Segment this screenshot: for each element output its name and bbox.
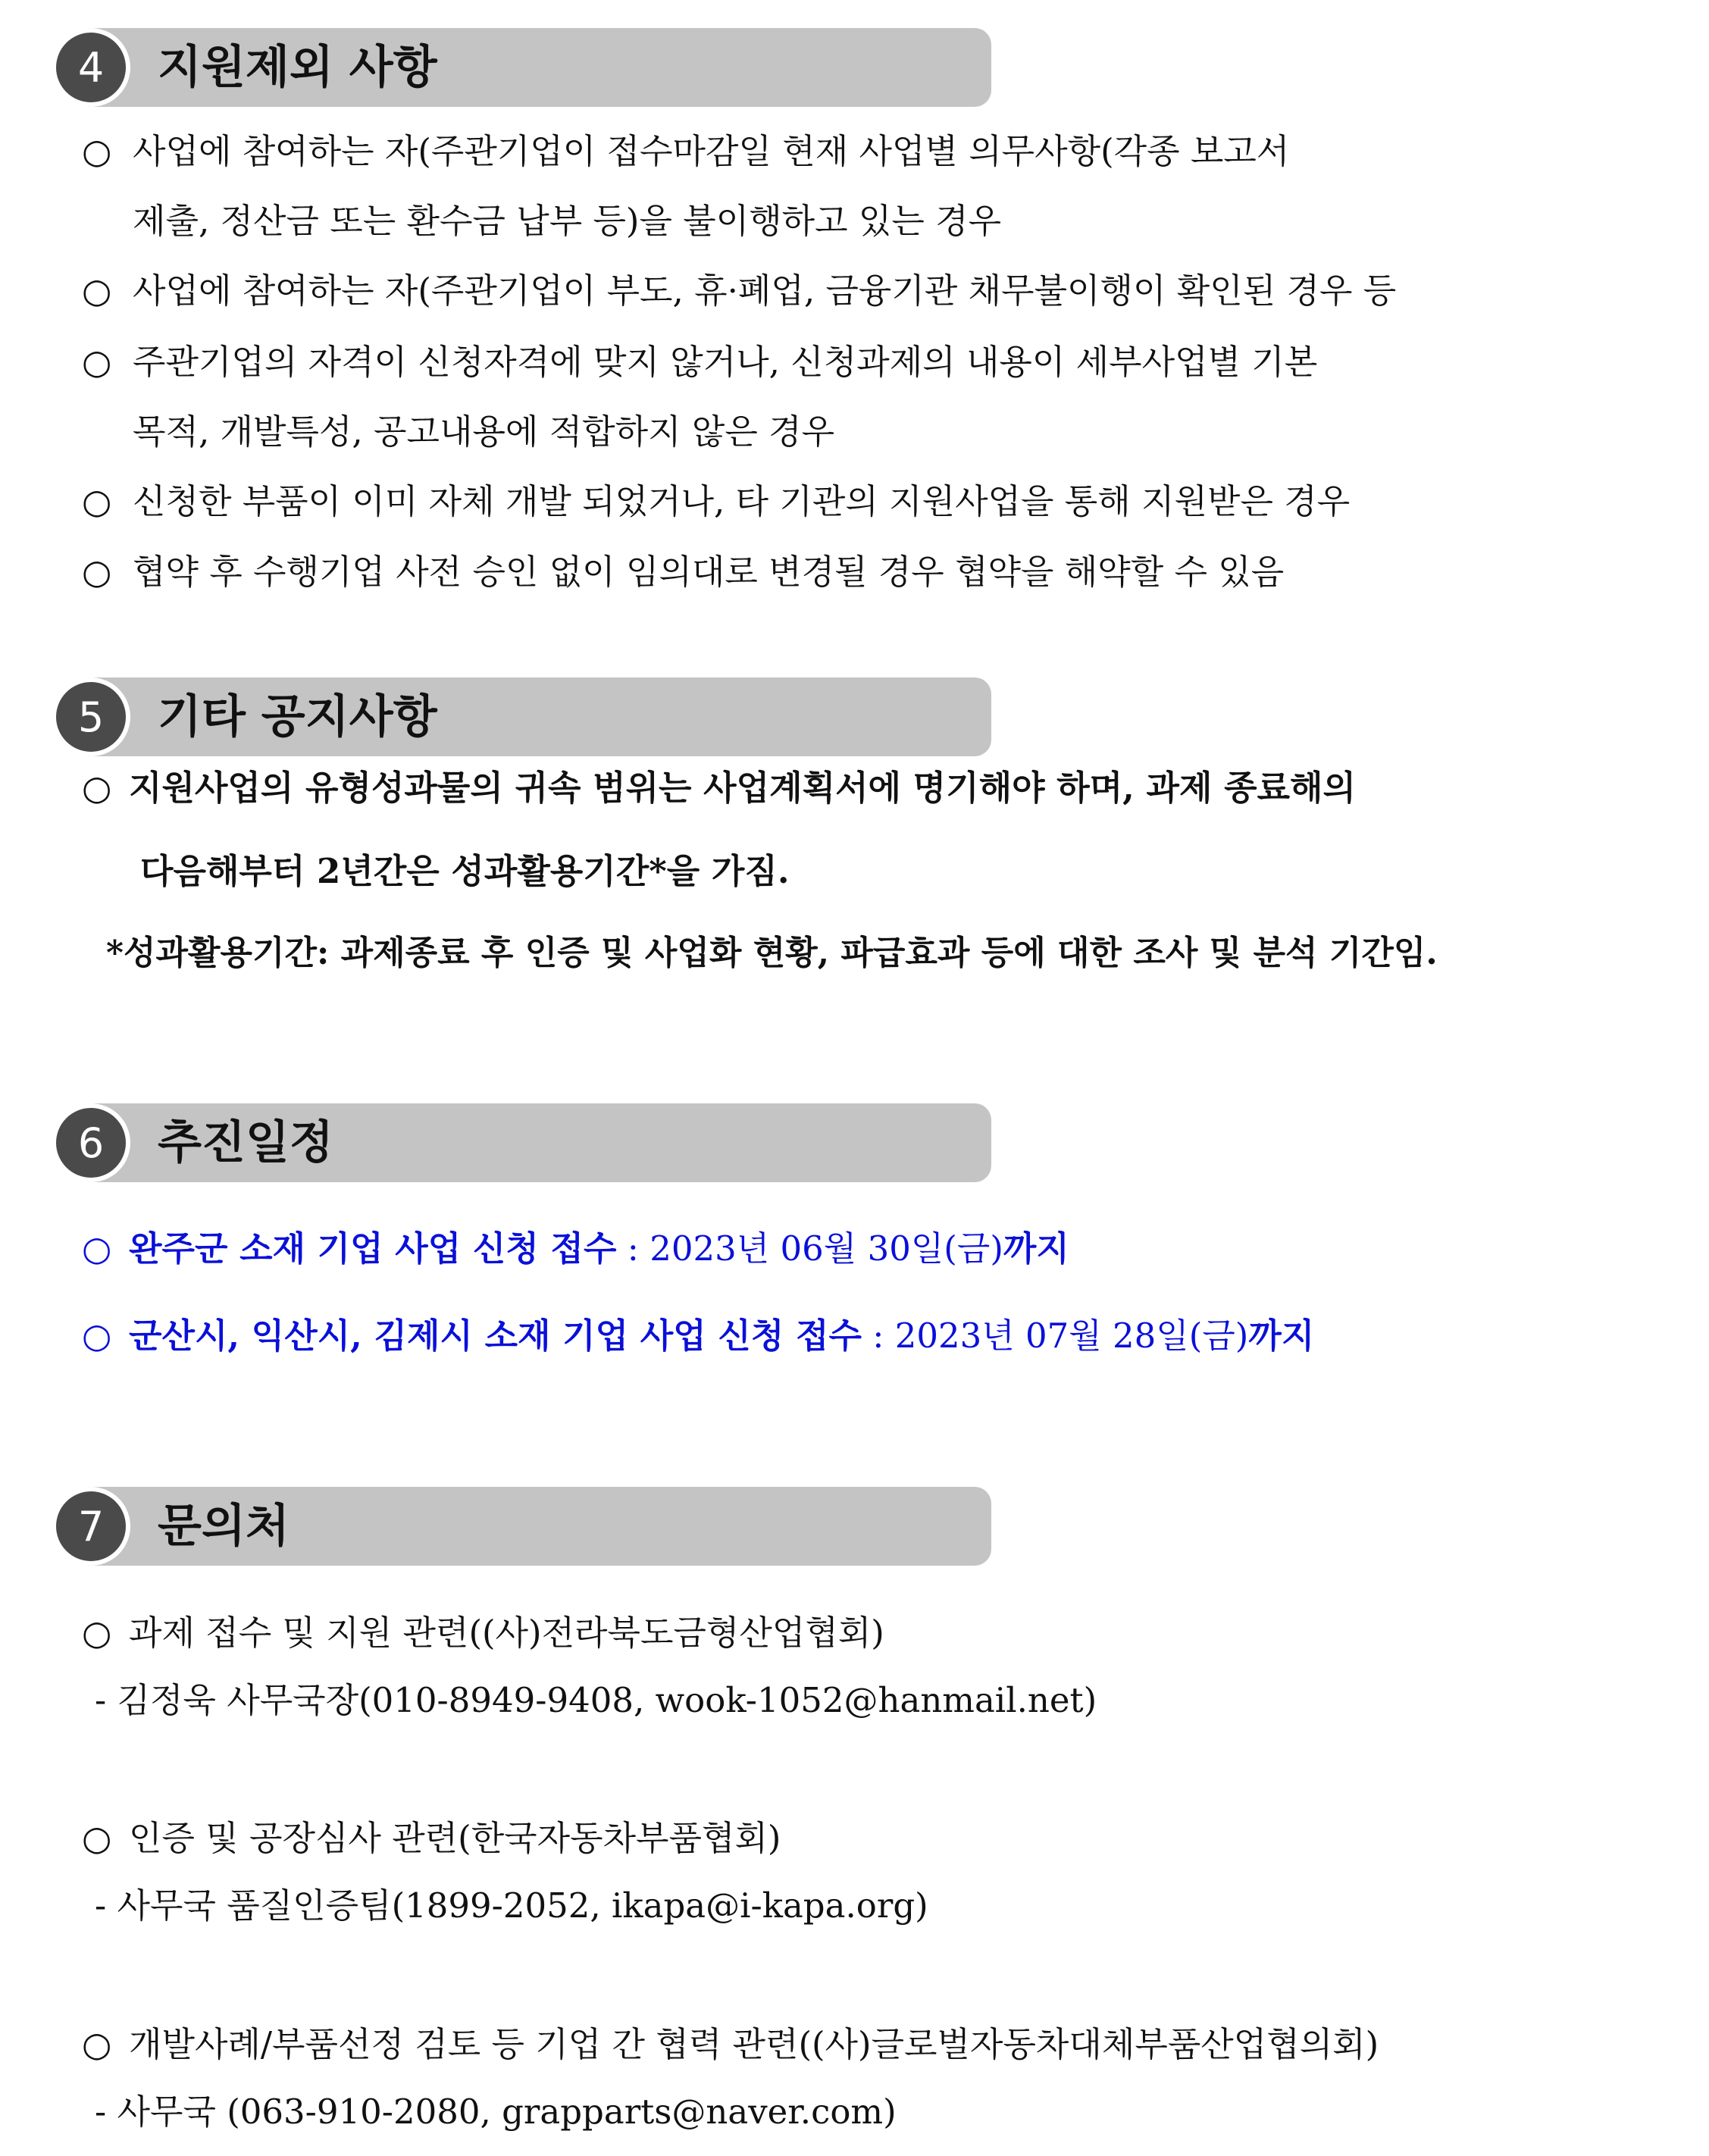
section-title: 기타 공지사항 — [158, 690, 437, 743]
schedule-label: 완주군 소재 기업 사업 신청 접수 — [129, 1228, 617, 1269]
section-header-7 — [52, 1487, 991, 1566]
schedule-separator: : — [861, 1316, 895, 1356]
list-item: 사업에 참여하는 자(주관기업이 부도, 휴·폐업, 금융기관 채무불이행이 확인된 경우 등 — [133, 271, 1397, 311]
list-item: 지원사업의 유형성과물의 귀속 범위는 사업계획서에 명기해야 하며, 과제 종료해의 — [129, 768, 1356, 808]
contact-topic: 개발사례/부품선정 검토 등 기업 간 협력 관련((사)글로벌자동차대체부품산업협의회) — [129, 2024, 1379, 2064]
contact-detail: - 김정욱 사무국장(010-8949-9408, wook-1052@hanmail.net) — [95, 1680, 1097, 1720]
contact-topic: 과제 접수 및 지원 관련((사)전라북도금형산업협회) — [129, 1613, 884, 1653]
bullet-icon: ○ — [82, 1228, 112, 1269]
list-item-continuation: 제출, 정산금 또는 환수금 납부 등)을 불이행하고 있는 경우 — [133, 201, 1002, 241]
schedule-suffix: 까지 — [1003, 1228, 1069, 1269]
section-number-badge: 4 — [52, 28, 130, 107]
contact-topic: 인증 및 공장심사 관련(한국자동차부품협회) — [129, 1818, 781, 1858]
bullet-icon: ○ — [82, 552, 112, 592]
list-item-continuation: 목적, 개발특성, 공고내용에 적합하지 않은 경우 — [133, 411, 835, 452]
bullet-icon: ○ — [82, 342, 112, 382]
bullet-icon: ○ — [82, 271, 112, 311]
schedule-suffix: 까지 — [1248, 1316, 1315, 1356]
schedule-label: 군산시, 익산시, 김제시 소재 기업 사업 신청 접수 — [129, 1316, 862, 1356]
footnote: *성과활용기간: 과제종료 후 인증 및 사업화 현황, 파급효과 등에 대한 조사 및 분석 기간임. — [106, 934, 1438, 972]
schedule-date: 2023년 06월 30일(금) — [649, 1228, 1003, 1269]
schedule-separator: : — [616, 1228, 650, 1269]
list-item: 협약 후 수행기업 사전 승인 없이 임의대로 변경될 경우 협약을 해약할 수 있음 — [133, 552, 1285, 592]
section-header-6 — [52, 1103, 991, 1182]
list-item-continuation: 다음해부터 2년간은 성과활용기간*을 가짐. — [140, 851, 790, 891]
bullet-icon: ○ — [82, 2024, 112, 2064]
bullet-icon: ○ — [82, 768, 112, 808]
list-item: 신청한 부품이 이미 자체 개발 되었거나, 타 기관의 지원사업을 통해 지원받은 경우 — [133, 481, 1351, 521]
section-header-4 — [52, 28, 991, 107]
bullet-icon: ○ — [82, 481, 112, 521]
schedule-date: 2023년 07월 28일(금) — [894, 1316, 1249, 1356]
section-title: 문의처 — [158, 1500, 290, 1553]
list-item: 사업에 참여하는 자(주관기업이 접수마감일 현재 사업별 의무사항(각종 보고서 — [133, 131, 1290, 171]
bullet-icon: ○ — [82, 131, 112, 171]
list-item: 주관기업의 자격이 신청자격에 맞지 않거나, 신청과제의 내용이 세부사업별 기본 — [133, 342, 1318, 382]
bullet-icon: ○ — [82, 1316, 112, 1356]
schedule-item — [129, 1313, 1314, 1359]
contact-detail: - 사무국 품질인증팀(1899-2052, ikapa@i-kapa.org) — [95, 1885, 928, 1926]
section-title: 추진일정 — [158, 1116, 333, 1169]
section-number-badge: 6 — [52, 1103, 130, 1182]
bullet-icon: ○ — [82, 1613, 112, 1653]
section-number-badge: 5 — [52, 677, 130, 756]
schedule-item — [129, 1226, 1069, 1272]
section-number-badge: 7 — [52, 1487, 130, 1566]
bullet-icon: ○ — [82, 1818, 112, 1858]
section-title: 지원제외 사항 — [158, 41, 437, 94]
section-header-5 — [52, 677, 991, 756]
contact-detail: - 사무국 (063-910-2080, grapparts@naver.com) — [95, 2092, 897, 2132]
